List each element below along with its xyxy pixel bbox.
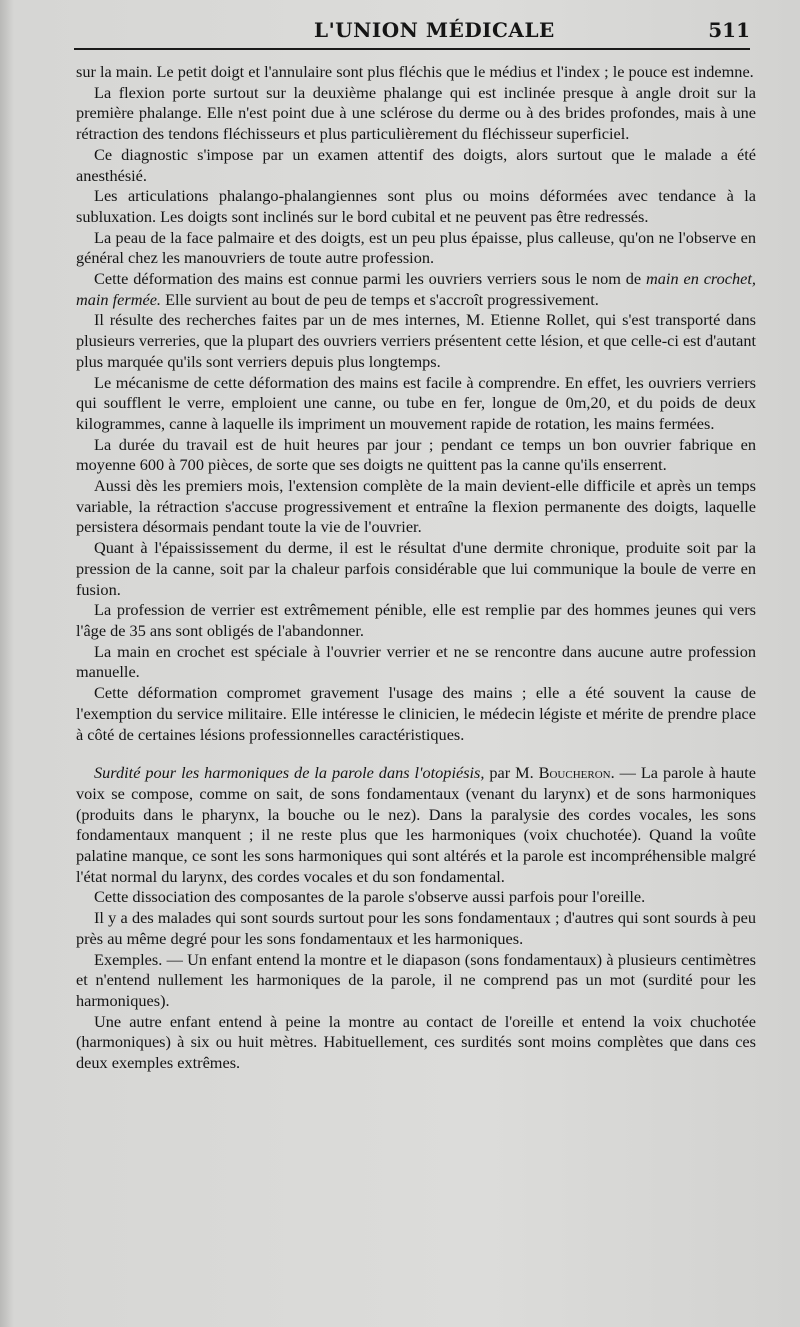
paragraph: La peau de la face palmaire et des doigts, est un peu plus épaisse, plus calleuse, qu'on ne l'observe en général chez les manouvriers de toute autre profession. [76,227,756,268]
paragraph: Les articulations phalango-phalangiennes sont plus ou moins déformées avec tendance à la subluxation. Les doigts sont inclinés sur le bord cubital et ne peuvent pas être redressés. [76,186,756,226]
paragraph: Il y a des malades qui sont sourds surtout pour les sons fondamentaux ; d'autres qui sont sourds à peu près au même degré pour les sons fondamentaux et les harmoniques. [76,908,756,948]
section-paragraph [76,763,756,887]
paragraph: Cette dissociation des composantes de la parole s'observe aussi parfois pour l'oreille. [94,887,646,907]
journal-title: L'UNION MÉDICALE [314,18,555,42]
article-body [76,62,756,1074]
paragraph [76,269,756,310]
header-rule [74,48,750,50]
paragraph-text: Elle survient au bout de peu de temps et s'accroît progressivement. [161,289,599,309]
page-header [74,14,750,50]
paragraph: Cette déformation compromet gravement l'usage des mains ; elle a été souvent la cause de l'exemption du service militaire. Elle intéresse le clinicien, le médecin légiste et mérite de prendre place à côté de certaines lésions professionnelles caractéristiques. [76,683,756,744]
italic-term: main en crochet, main fermée. [76,269,756,309]
paragraph: Aussi dès les premiers mois, l'extension complète de la main devient-elle difficile et après un temps variable, la rétraction s'accuse progressivement et entraîne la flexion permanente des doigts, laquelle persistera désormais pendant toute la vie de l'ouvrier. [76,476,756,537]
section-text: . — La parole à haute voix se compose, comme on sait, de sons fondamentaux (venant du larynx) et de sons harmoniques (produits dans le pharynx, la bouche ou le nez). Dans la paralysie des cordes vocales, les sons fondamentaux manquent ; il ne reste plus que les harmoniques (voix chuchotée). Quand la voûte palatine manque, ce sont les sons harmoniques qui sont altérés et la parole est incompréhensible malgré l'état normal du larynx, des cordes vocales et du son fondamental. [76,763,756,886]
paragraph: sur la main. Le petit doigt et l'annulaire sont plus fléchis que le médius et l'index ; le pouce est indemne. [76,62,754,81]
paragraph: Exemples. — Un enfant entend la montre et le diapason (sons fondamentaux) à plusieurs centimètres et n'entend nullement les harmoniques de la parole, il ne comprend pas un mot (surdité pour les harmoniques). [76,949,756,1010]
paragraph: Le mécanisme de cette déformation des mains est facile à comprendre. En effet, les ouvriers verriers qui soufflent le verre, emploient une canne, ou tube en fer, longue de 0m,20, et du poids de deux kilogrammes, canne à laquelle ils impriment un mouvement rapide de rotation, les mains fermées. [76,372,756,433]
paragraph: Une autre enfant entend à peine la montre au contact de l'oreille et entend la voix chuchotée (harmoniques) à six ou huit mètres. Habituellement, ces surdités sont moins complètes que dans ces deux exemples extrêmes. [76,1011,756,1073]
paragraph: La flexion porte surtout sur la deuxième phalange qui est inclinée presque à angle droit sur la première phalange. Elle n'est point due à une sclérose du derme ou à des brides profondes, mais à une rétraction des tendons fléchisseurs et plus particulièrement du fléchisseur superficiel. [76,82,756,144]
section-par: par M. [484,763,539,783]
page-number: 511 [708,18,750,42]
paragraph: La main en crochet est spéciale à l'ouvrier verrier et ne se rencontre dans aucune autre profession manuelle. [76,641,756,682]
paragraph: La profession de verrier est extrêmement pénible, elle est remplie par des hommes jeunes qui vers l'âge de 35 ans sont obligés de l'abandonner. [76,600,756,640]
section-title: Surdité pour les harmoniques de la parole dans l'otopiésis, [94,763,485,783]
paragraph: Il résulte des recherches faites par un de mes internes, M. Etienne Rollet, qui s'est transporté dans plusieurs verreries, que la plupart des ouvriers verriers présentent cette lésion, et que celle-ci est d'autant plus marquée qu'ils sont verriers depuis plus longtemps. [76,310,756,371]
paragraph-text: Cette déformation des mains est connue parmi les ouvriers verriers sous le nom de [94,269,647,289]
section-author: Boucheron [538,763,611,783]
paragraph: La durée du travail est de huit heures par jour ; pendant ce temps un bon ouvrier fabrique en moyenne 600 à 700 pièces, de sorte que ses doigts ne quittent pas la canne qu'ils enserrent. [76,434,756,475]
paragraph: Ce diagnostic s'impose par un examen attentif des doigts, alors surtout que le malade a été anesthésié. [76,144,756,185]
paragraph: Quant à l'épaississement du derme, il est le résultat d'une dermite chronique, produite soit par la pression de la canne, soit par la chaleur parfois considérable que lui communique la boule de verre en fusion. [76,538,756,599]
